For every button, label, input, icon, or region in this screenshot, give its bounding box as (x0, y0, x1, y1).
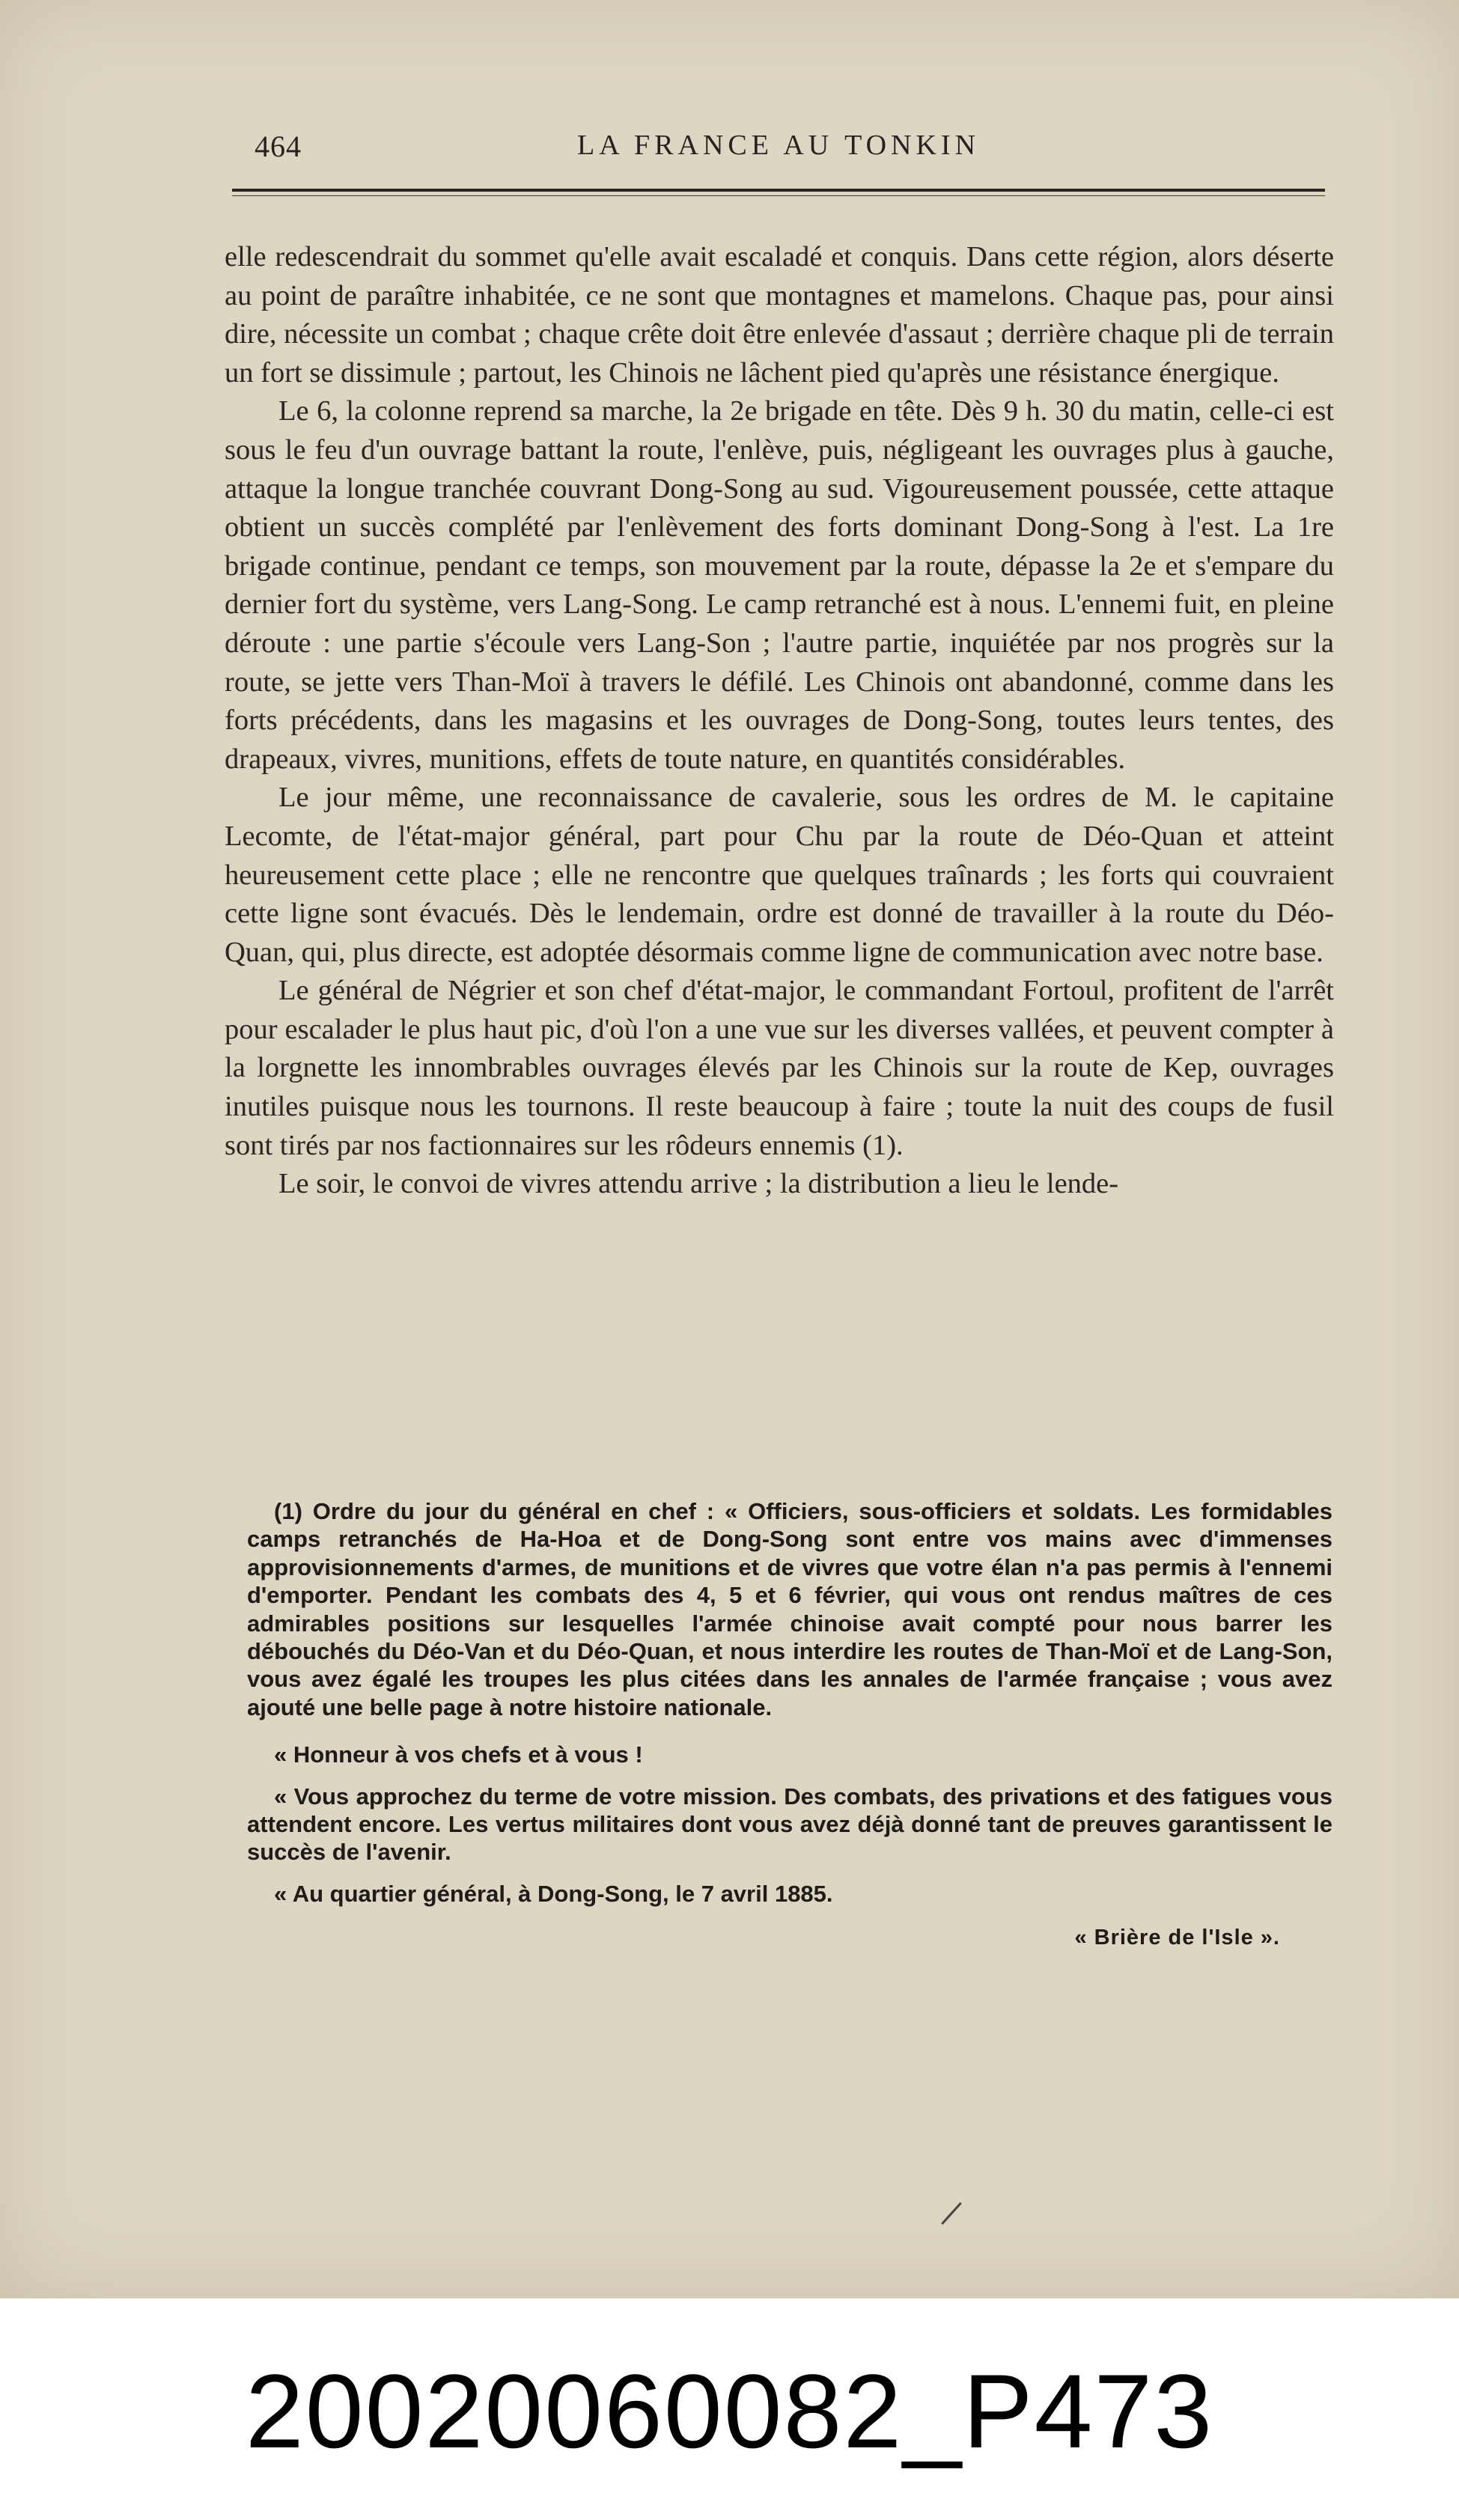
footnote-quote-mission: « Vous approchez du terme de votre mission. Des combats, des privations et des fatigues vous attendent encore. Les vertus militaires dont vous avez déjà donné tant de preuves garantissent le succès de l'avenir. (247, 1783, 1332, 1866)
paragraph: Le 6, la colonne reprend sa marche, la 2e brigade en tête. Dès 9 h. 30 du matin, celle-ci est sous le feu d'un ouvrage battant la route, l'enlève, puis, négligeant les ouvrages plus à gauche, attaque la longue tranchée couvrant Dong-Song au sud. Vigoureusement poussée, cette attaque obtient un succès complété par l'enlèvement des forts dominant Dong-Song à l'est. La 1re brigade continue, pendant ce temps, son mouvement par la route, dépasse la 2e et s'empare du dernier fort du système, vers Lang-Song. Le camp retranché est à nous. L'ennemi fuit, en pleine déroute : une partie s'écoule vers Lang-Son ; l'autre partie, inquiétée par nos progrès sur la route, se jette vers Than-Moï à travers le défilé. Les Chinois ont abandonné, comme dans les forts précédents, dans les magasins et les ouvrages de Dong-Song, toutes leurs tentes, des drapeaux, vivres, munitions, effets de toute nature, en quantités considérables. (225, 395, 1334, 775)
page-number: 464 (255, 130, 302, 163)
footnote-1: (1) Ordre du jour du général en chef : « Officiers, sous-officiers et soldats. Les formidables camps retranchés de Ha-Hoa et de Dong-Song sont entre vos mains avec d'immenses approvisionnements d'armes, de munitions et de vivres que votre élan n'a pas permis à l'ennemi d'emporter. Pendant les combats des 4, 5 et 6 février, qui vous ont rendus maîtres de ces admirables positions sur lesquelles l'armée chinoise avait compté pour nous barrer les débouchés du Déo-Van et du Déo-Quan, et nous interdire les routes de Than-Moï et de Lang-Son, vous avez égalé les troupes les plus citées dans les annales de l'armée française ; vous avez ajouté une belle page à notre histoire nationale. (247, 1498, 1332, 1720)
footnote-signature: « Brière de l'Isle ». (1074, 1926, 1280, 1950)
paragraph: Le jour même, une reconnaissance de cavalerie, sous les ordres de M. le capitaine Lecomte, de l'état-major général, part pour Chu par la route de Déo-Quan et atteint heureusement cette place ; elle ne rencontre que quelques traînards ; les forts qui couvraient cette ligne sont évacués. Dès le lendemain, ordre est donné de travailler à la route du Déo-Quan, qui, plus directe, est adoptée désormais comme ligne de communication avec notre base. (225, 782, 1334, 968)
footnote-quote-honneur: « Honneur à vos chefs et à vous ! (274, 1741, 643, 1768)
header-rule (232, 189, 1325, 192)
pencil-mark (941, 2202, 962, 2224)
archive-id-caption: 20020060082_P473 (245, 2352, 1214, 2470)
header-rule-thin (232, 195, 1325, 196)
page-header (232, 126, 1325, 171)
paragraph: Le général de Négrier et son chef d'état-major, le commandant Fortoul, profitent de l'arrêt pour escalader le plus haut pic, d'où l'on a une vue sur les diverses vallées, et peuvent compter à la lorgnette les innombrables ouvrages élevés par les Chinois sur la route de Kep, ouvrages inutiles puisque nous les tournons. Il reste beaucoup à faire ; toute la nuit des coups de fusil sont tirés par nos factionnaires sur les rôdeurs ennemis (1). (225, 975, 1334, 1161)
footnote-section (247, 1497, 1332, 1953)
running-title: LA FRANCE AU TONKIN (576, 130, 981, 161)
paragraph: Le soir, le convoi de vivres attendu arrive ; la distribution a lieu le lende- (278, 1168, 1119, 1200)
paragraph-continuation: elle redescendrait du sommet qu'elle avait escaladé et conquis. Dans cette région, alors déserte au point de paraître inhabitée, ce ne sont que montagnes et mamelons. Chaque pas, pour ainsi dire, nécessite un combat ; chaque crête doit être enlevée d'assaut ; derrière chaque pli de terrain un fort se dissimule ; partout, les Chinois ne lâchent pied qu'après une résistance énergique. (225, 241, 1334, 389)
footnote-date-line: « Au quartier général, à Dong-Song, le 7 avril 1885. (274, 1880, 833, 1907)
body-text (225, 238, 1334, 1204)
